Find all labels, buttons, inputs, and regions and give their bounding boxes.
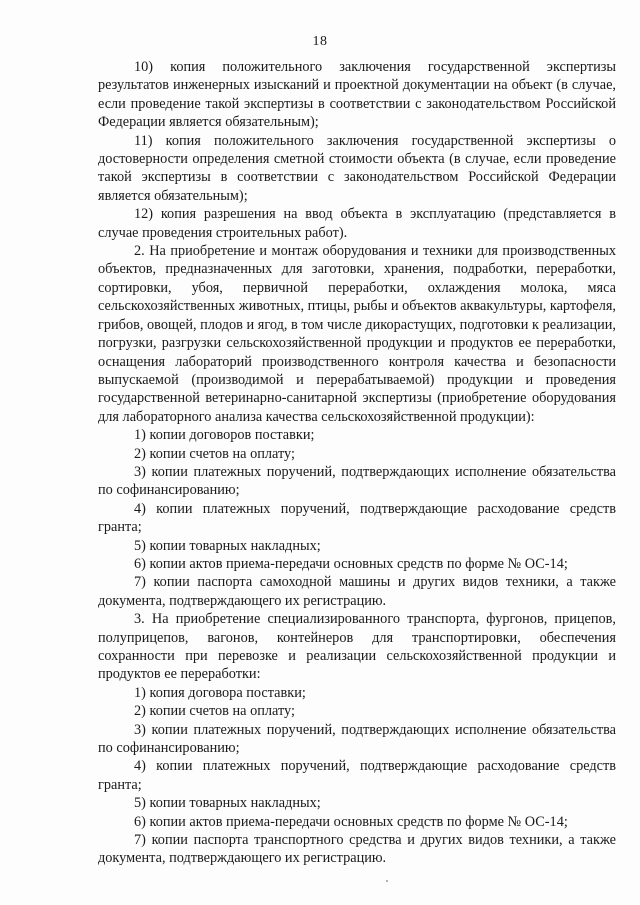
section-2-item-6: 6) копии актов приема-передачи основных средств по форме № ОС-14; <box>134 555 568 572</box>
section-2-item-7: 7) копии паспорта самоходной машины и других видов техники, а также документа, подтверждающего их регистрацию. <box>98 574 616 609</box>
page-number: 18 <box>312 34 328 49</box>
section-3-item-2: 2) копии счетов на оплату; <box>134 703 295 720</box>
section-2-item-1: 1) копии договоров поставки; <box>134 427 315 444</box>
item-12-commissioning-permit: 12) копия разрешения на ввод объекта в эксплуатацию (представляется в случае проведения строительных работ). <box>98 206 616 241</box>
section-2-item-3: 3) копии платежных поручений, подтверждающих исполнение обязательства по софинансированию; <box>98 463 616 499</box>
section-2-equipment-purchase: 2. На приобретение и монтаж оборудования и техники для производственных объектов, предназначенных для заготовки, хранения, подработки, переработки, сортировки, убоя, первичной переработки, охлаждения молока, мяса сельскохозяйственных животных, птицы, рыбы и объектов аквакультуры, картофеля, грибов, овощей, плодов и ягод, в том числе дикорастущих, подготовки к реализации, погрузки, разгрузки сельскохозяйственной продукции и продуктов ее переработки, оснащения лабораторий производственного контроля качества и безопасности выпускаемой (производимой и перерабатываемой) продукции и проведения государственной ветеринарно-санитарной экспертизы (приобретение оборудования для лабораторного анализа качества сельскохозяйственной продукции): <box>98 243 616 425</box>
section-3-item-6: 6) копии актов приема-передачи основных средств по форме № ОС-14; <box>134 813 568 830</box>
section-3-item-4: 4) копии платежных поручений, подтверждающие расходование средств гранта; <box>98 758 616 793</box>
section-3-item-7: 7) копии паспорта транспортного средства и других видов техники, а также документа, подтверждающего их регистрацию. <box>98 832 616 867</box>
section-3-item-1: 1) копия договора поставки; <box>134 684 306 701</box>
item-10-expertise-results: 10) копия положительного заключения государственной экспертизы результатов инженерных изысканий и проектной документации на объект (в случае, если проведение такой экспертизы в соответствии с законодательством Российской Федерации является обязательным); <box>98 59 616 131</box>
section-2-item-5: 5) копии товарных накладных; <box>134 537 321 554</box>
scan-artifact <box>386 880 388 882</box>
document-body <box>98 58 616 868</box>
section-2-item-4: 4) копии платежных поручений, подтверждающие расходование средств гранта; <box>98 500 616 536</box>
section-3-item-3: 3) копии платежных поручений, подтверждающих исполнение обязательства по софинансированию; <box>98 721 616 757</box>
section-3-item-5: 5) копии товарных накладных; <box>134 795 321 812</box>
section-2-item-2: 2) копии счетов на оплату; <box>134 445 295 462</box>
section-3-transport-purchase: 3. На приобретение специализированного транспорта, фургонов, прицепов, полуприцепов, вагонов, контейнеров для транспортировки, обеспечения сохранности при перевозке и реализации сельскохозяйственной продукции и продуктов ее переработки: <box>98 611 616 683</box>
item-11-expertise-estimate: 11) копия положительного заключения государственной экспертизы о достоверности определения сметной стоимости объекта (в случае, если проведение такой экспертизы в соответствии с законодательством Российской Федерации является обязательным); <box>98 132 616 204</box>
